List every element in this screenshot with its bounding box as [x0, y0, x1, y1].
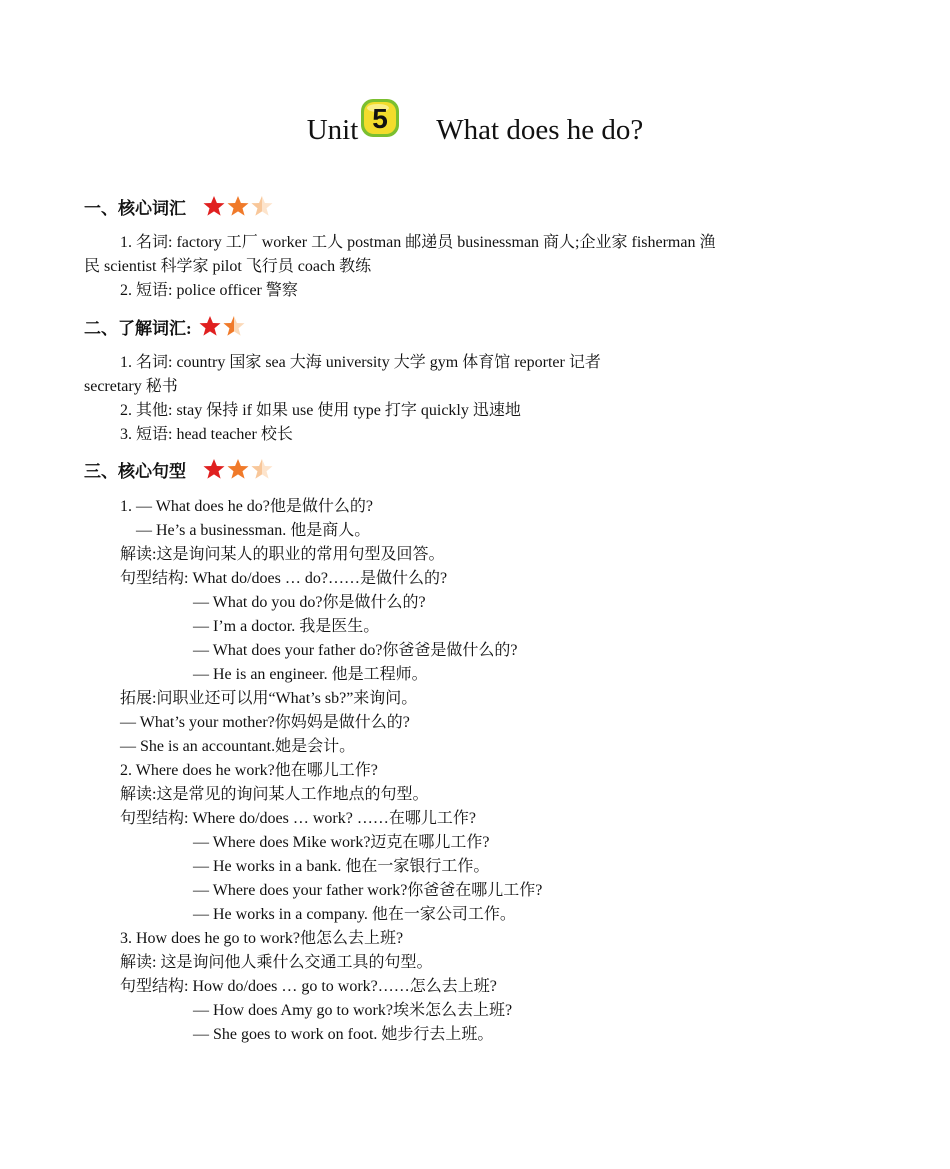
text-line: — He is an engineer. 他是工程师。 — [193, 666, 428, 683]
text-line: — What’s your mother?你妈妈是做什么的? — [120, 714, 410, 731]
text-line: 句型结构: Where do/does … work? ……在哪儿工作? — [120, 810, 476, 827]
title-text: What does he do? — [436, 114, 644, 147]
text-line: 解读: 这是询问他人乘什么交通工具的句型。 — [120, 954, 433, 971]
text-line: 2. Where does he work?他在哪儿工作? — [120, 762, 378, 779]
text-line: 拓展:问职业还可以用“What’s sb?”来询问。 — [120, 690, 418, 707]
text-line: 1. 名词: country 国家 sea 大海 university 大学 gym 体育馆 reporter 记者 — [120, 354, 601, 371]
text-line: 2. 短语: police officer 警察 — [120, 282, 298, 299]
section-heading-text: 二、了解词汇: — [84, 319, 192, 339]
unit-number: 5 — [372, 103, 389, 135]
rating-stars — [202, 192, 274, 218]
text-line: 1. 名词: factory 工厂 worker 工人 postman 邮递员 businessman 商人;企业家 fisherman 渔 — [120, 234, 716, 251]
text-line: — Where does Mike work?迈克在哪儿工作? — [193, 834, 490, 851]
section-heading-text: 一、核心词汇 — [84, 199, 186, 219]
text-line: secretary 秘书 — [84, 378, 178, 395]
text-line: — He works in a company. 他在一家公司工作。 — [193, 906, 516, 923]
text-line: 1. — What does he do?他是做什么的? — [120, 498, 373, 515]
text-line: — He works in a bank. 他在一家银行工作。 — [193, 858, 490, 875]
rating-stars — [202, 455, 274, 481]
text-line: 解读:这是常见的询问某人工作地点的句型。 — [120, 786, 429, 803]
text-line: — She is an accountant.她是会计。 — [120, 738, 356, 755]
text-line: 解读:这是询问某人的职业的常用句型及回答。 — [120, 546, 445, 563]
text-line: 句型结构: What do/does … do?……是做什么的? — [120, 570, 448, 587]
page-title — [0, 103, 950, 152]
text-line: 3. How does he go to work?他怎么去上班? — [120, 930, 404, 947]
unit-word: Unit — [306, 114, 359, 147]
text-line: 2. 其他: stay 保持 if 如果 use 使用 type 打字 quickly 迅速地 — [120, 402, 521, 419]
section-heading-core-vocab — [84, 195, 274, 222]
half-star-icon — [250, 195, 274, 217]
section-heading-text: 三、核心句型 — [84, 462, 186, 482]
rating-stars — [198, 312, 246, 338]
text-line: — She goes to work on foot. 她步行去上班。 — [193, 1026, 494, 1043]
text-line: 句型结构: How do/does … go to work?……怎么去上班? — [120, 978, 497, 995]
text-line: — Where does your father work?你爸爸在哪儿工作? — [193, 882, 543, 899]
star-icon — [202, 195, 226, 217]
text-line: — What does your father do?你爸爸是做什么的? — [193, 642, 518, 659]
text-line: — I’m a doctor. 我是医生。 — [193, 618, 380, 635]
text-line: — What do you do?你是做什么的? — [193, 594, 426, 611]
section-heading-core-sentences — [84, 458, 274, 485]
text-line: — He’s a businessman. 他是商人。 — [136, 522, 371, 539]
half-star-icon — [222, 315, 246, 337]
text-line: 民 scientist 科学家 pilot 飞行员 coach 教练 — [84, 258, 372, 275]
star-icon — [226, 195, 250, 217]
star-icon — [202, 458, 226, 480]
unit-number-badge — [358, 96, 402, 140]
section-heading-extra-vocab — [84, 315, 246, 342]
star-icon — [198, 315, 222, 337]
star-icon — [226, 458, 250, 480]
text-line: 3. 短语: head teacher 校长 — [120, 426, 293, 443]
text-line: — How does Amy go to work?埃米怎么去上班? — [193, 1002, 513, 1019]
half-star-icon — [250, 458, 274, 480]
